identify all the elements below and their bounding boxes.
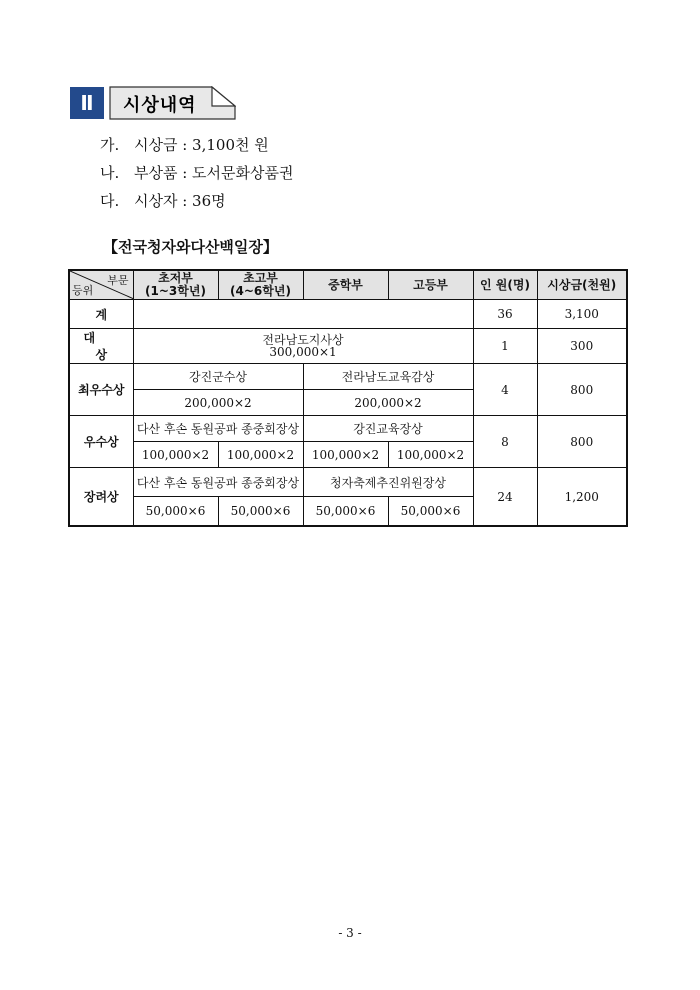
cell-amount: 100,000×2 — [303, 442, 388, 468]
table-row — [69, 300, 627, 329]
cell-award: 전라남도지사상 300,000×1 — [133, 329, 473, 364]
list-text: 시상자 : 36명 — [134, 192, 226, 210]
cell-amount: 50,000×6 — [218, 497, 303, 527]
cell-amount: 50,000×6 — [303, 497, 388, 527]
table-row — [69, 416, 627, 442]
diagonal-label-rank: 등위 — [72, 284, 94, 297]
header-people: 인 원(명) — [473, 270, 537, 300]
cell-amount: 200,000×2 — [133, 390, 303, 416]
header-high: 고등부 — [388, 270, 473, 300]
cell-amount: 50,000×6 — [133, 497, 218, 527]
cell-amount: 100,000×2 — [218, 442, 303, 468]
section-number-badge: Ⅱ — [70, 87, 104, 119]
cell-people: 1 — [473, 329, 537, 364]
table-row — [69, 468, 627, 497]
list-marker: 다. — [100, 192, 120, 210]
row-label-total: 계 — [69, 300, 133, 329]
cell-award: 강진군수상 — [133, 364, 303, 390]
header-middle: 중학부 — [303, 270, 388, 300]
diagonal-header-cell — [69, 270, 133, 300]
cell-people: 8 — [473, 416, 537, 468]
cell-amount: 200,000×2 — [303, 390, 473, 416]
section-heading — [70, 86, 236, 120]
cell-amount: 100,000×2 — [133, 442, 218, 468]
list-text: 시상금 : 3,100천 원 — [134, 136, 269, 154]
list-text: 부상품 : 도서문화상품권 — [134, 164, 294, 182]
section-title: 시상내역 — [123, 95, 197, 116]
section-title-box — [109, 86, 236, 120]
list-marker: 나. — [100, 164, 120, 182]
row-label-encourage: 장려상 — [69, 468, 133, 527]
row-label-excellence: 최우수상 — [69, 364, 133, 416]
cell-prize: 1,200 — [537, 468, 627, 527]
empty-cell — [133, 300, 473, 329]
cell-prize: 800 — [537, 364, 627, 416]
diagonal-label-category: 부문 — [107, 274, 129, 287]
cell-award: 다산 후손 동원공파 종중회장상 — [133, 468, 303, 497]
row-label-grand: 대 상 — [69, 329, 133, 364]
cell-prize: 3,100 — [537, 300, 627, 329]
cell-people: 36 — [473, 300, 537, 329]
table-row — [69, 329, 627, 364]
list-marker: 가. — [100, 136, 120, 154]
cell-award: 청자축제추진위원장상 — [303, 468, 473, 497]
row-label-merit: 우수상 — [69, 416, 133, 468]
summary-list — [100, 131, 294, 215]
cell-award: 전라남도교육감상 — [303, 364, 473, 390]
list-item — [100, 159, 294, 187]
cell-prize: 300 — [537, 329, 627, 364]
award-table — [68, 269, 628, 527]
cell-prize: 800 — [537, 416, 627, 468]
header-elem-high: 초고부 (4~6학년) — [218, 270, 303, 300]
cell-people: 24 — [473, 468, 537, 527]
page-number: - 3 - — [338, 926, 362, 940]
cell-people: 4 — [473, 364, 537, 416]
cell-award: 강진교육장상 — [303, 416, 473, 442]
table-title: 【전국청자와다산백일장】 — [103, 238, 278, 256]
list-item — [100, 131, 294, 159]
cell-amount: 50,000×6 — [388, 497, 473, 527]
list-item — [100, 187, 294, 215]
cell-amount: 100,000×2 — [388, 442, 473, 468]
header-prize: 시상금(천원) — [537, 270, 627, 300]
table-row — [69, 364, 627, 390]
header-elem-low: 초저부 (1~3학년) — [133, 270, 218, 300]
cell-award: 다산 후손 동원공파 종중회장상 — [133, 416, 303, 442]
